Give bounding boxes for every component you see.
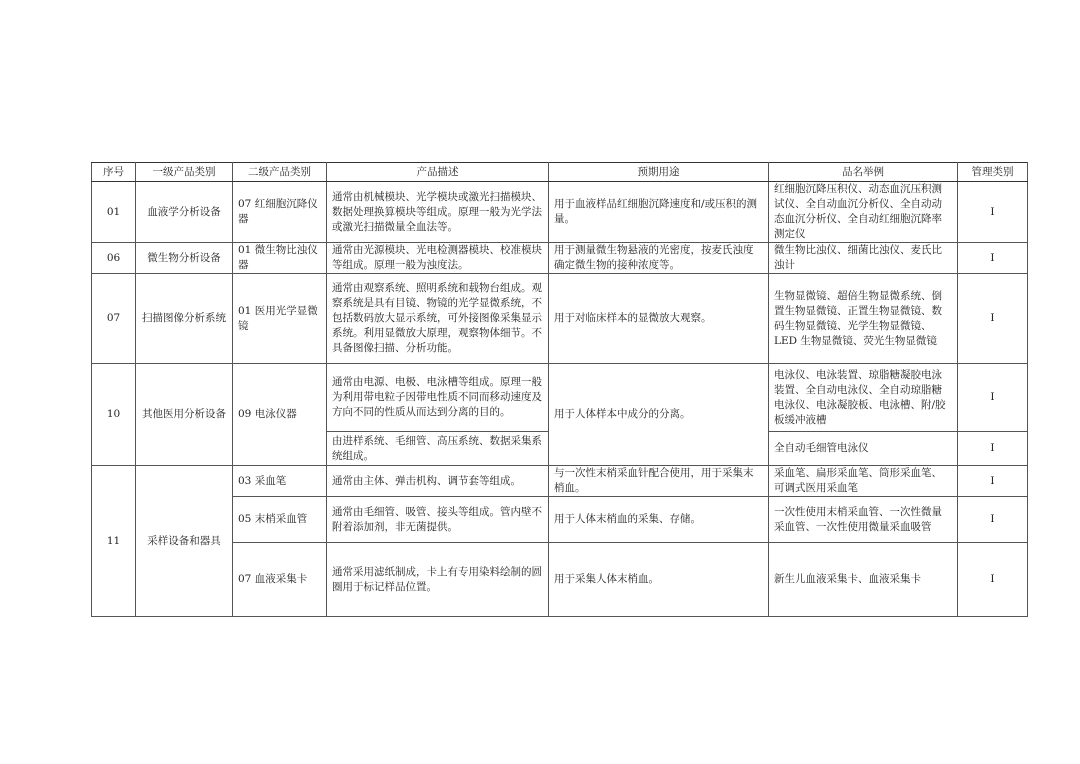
table-row — [92, 364, 1028, 432]
header-product-description: 产品描述 — [327, 163, 549, 182]
serial-no: 06 — [92, 243, 136, 274]
product-description: 通常由观察系统、照明系统和载物台组成。观察系统是具有目镜、物镜的光学显微系统，不包括数码放大显示系统，可外接图像采集显示系统。利用显微放大原理，观察物体细节。不具备图像扫描、分析功能。 — [327, 274, 549, 364]
header-category-level-2: 二级产品类别 — [233, 163, 327, 182]
product-examples: 新生儿血液采集卡、血液采集卡 — [769, 543, 958, 617]
management-class: I — [958, 182, 1028, 243]
product-description: 通常采用滤纸制成，卡上有专用染料绘制的圆圈用于标记样品位置。 — [327, 543, 549, 617]
header-serial-no: 序号 — [92, 163, 136, 182]
table-row — [92, 543, 1028, 617]
intended-use: 用于人体末梢血的采集、存储。 — [549, 497, 769, 543]
product-examples: 微生物比浊仪、细菌比浊仪、麦氏比浊计 — [769, 243, 958, 274]
intended-use: 用于测量微生物悬液的光密度，按麦氏浊度确定微生物的接种浓度等。 — [549, 243, 769, 274]
category-level-1: 微生物分析设备 — [136, 243, 233, 274]
product-description: 由进样系统、毛细管、高压系统、数据采集系统组成。 — [327, 432, 549, 466]
category-level-1: 扫描图像分析系统 — [136, 274, 233, 364]
serial-no: 10 — [92, 364, 136, 466]
product-description: 通常由光源模块、光电检测器模块、校准模块等组成。原理一般为浊度法。 — [327, 243, 549, 274]
product-examples: 全自动毛细管电泳仪 — [769, 432, 958, 466]
product-examples: 红细胞沉降压积仪、动态血沉压积测试仪、全自动血沉分析仪、全自动动态血沉分析仪、全自动红细胞沉降率测定仪 — [769, 182, 958, 243]
management-class: I — [958, 243, 1028, 274]
management-class: I — [958, 497, 1028, 543]
category-level-2: 05 末梢采血管 — [233, 497, 327, 543]
header-intended-use: 预期用途 — [549, 163, 769, 182]
table-row — [92, 466, 1028, 497]
category-level-1: 采样设备和器具 — [136, 466, 233, 617]
header-product-examples: 品名举例 — [769, 163, 958, 182]
category-level-2: 03 采血笔 — [233, 466, 327, 497]
intended-use: 用于对临床样本的显微放大观察。 — [549, 274, 769, 364]
serial-no: 01 — [92, 182, 136, 243]
intended-use: 与一次性末梢采血针配合使用，用于采集末梢血。 — [549, 466, 769, 497]
intended-use: 用于人体样本中成分的分离。 — [549, 364, 769, 466]
table-row — [92, 182, 1028, 243]
product-examples: 采血笔、扁形采血笔、筒形采血笔、可调式医用采血笔 — [769, 466, 958, 497]
product-description: 通常由主体、弹击机构、调节套等组成。 — [327, 466, 549, 497]
management-class: I — [958, 364, 1028, 432]
category-level-1: 血液学分析设备 — [136, 182, 233, 243]
table-row — [92, 243, 1028, 274]
management-class: I — [958, 432, 1028, 466]
management-class: I — [958, 274, 1028, 364]
product-examples: 生物显微镜、超倍生物显微系统、倒置生物显微镜、正置生物显微镜、数码生物显微镜、光学生物显微镜、LED 生物显微镜、荧光生物显微镜 — [769, 274, 958, 364]
serial-no: 07 — [92, 274, 136, 364]
category-level-2: 07 血液采集卡 — [233, 543, 327, 617]
product-examples: 电泳仪、电泳装置、琼脂糖凝胶电泳装置、全自动电泳仪、全自动琼脂糖电泳仪、电泳凝胶板、电泳槽、附/胶板缓冲液槽 — [769, 364, 958, 432]
category-level-1: 其他医用分析设备 — [136, 364, 233, 466]
intended-use: 用于血液样品红细胞沉降速度和/或压积的测量。 — [549, 182, 769, 243]
category-level-2: 07 红细胞沉降仪器 — [233, 182, 327, 243]
intended-use: 用于采集人体末梢血。 — [549, 543, 769, 617]
product-description: 通常由机械模块、光学模块或激光扫描模块、数据处理换算模块等组成。原理一般为光学法或激光扫描微量全血法等。 — [327, 182, 549, 243]
serial-no: 11 — [92, 466, 136, 617]
management-class: I — [958, 543, 1028, 617]
category-level-2: 01 医用光学显微镜 — [233, 274, 327, 364]
table-row — [92, 497, 1028, 543]
product-description: 通常由毛细管、吸管、接头等组成。管内壁不附着添加剂，非无菌提供。 — [327, 497, 549, 543]
category-level-2: 09 电泳仪器 — [233, 364, 327, 466]
product-description: 通常由电源、电极、电泳槽等组成。原理一般为利用带电粒子因带电性质不同而移动速度及方向不同的性质从而达到分离的目的。 — [327, 364, 549, 432]
header-management-class: 管理类别 — [958, 163, 1028, 182]
management-class: I — [958, 466, 1028, 497]
product-classification-table — [91, 162, 1028, 617]
header-category-level-1: 一级产品类别 — [136, 163, 233, 182]
table-row — [92, 274, 1028, 364]
category-level-2: 01 微生物比浊仪器 — [233, 243, 327, 274]
table-header-row — [92, 163, 1028, 182]
product-examples: 一次性使用末梢采血管、一次性微量采血管、一次性使用微量采血吸管 — [769, 497, 958, 543]
